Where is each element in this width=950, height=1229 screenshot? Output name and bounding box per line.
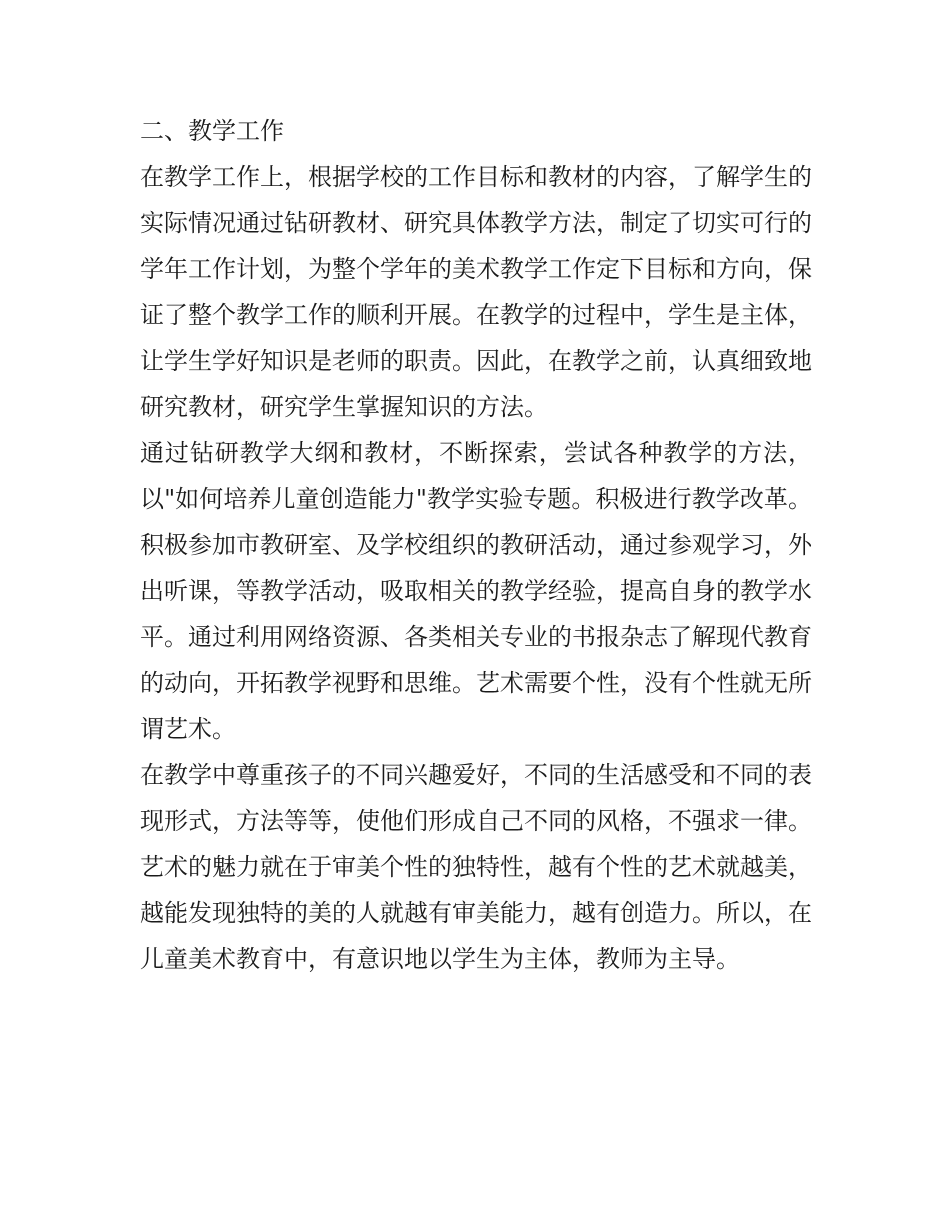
paragraph-teaching-research: 通过钻研教学大纲和教材，不断探索，尝试各种教学的方法，以"如何培养儿童创造能力"教学实验专题。积极进行教学改革。积极参加市教研室、及学校组织的教研活动，通过参观学习，外出听课，等教学活动，吸取相关的教学经验，提高自身的教学水平。通过利用网络资源、各类相关专业的书报杂志了解现代教育的动向，开拓教学视野和思维。艺术需要个性，没有个性就无所谓艺术。 — [140, 439, 812, 743]
document-body — [140, 108, 812, 982]
section-heading: 二、教学工作 — [140, 117, 284, 145]
paragraph-individuality: 在教学中尊重孩子的不同兴趣爱好，不同的生活感受和不同的表现形式，方法等等，使他们形成自己不同的风格，不强求一律。艺术的魅力就在于审美个性的独特性，越有个性的艺术就越美，越能发现独特的美的人就越有审美能力，越有创造力。所以，在儿童美术教育中，有意识地以学生为主体，教师为主导。 — [140, 761, 812, 973]
paragraph-teaching-plan: 在教学工作上，根据学校的工作目标和教材的内容，了解学生的实际情况通过钻研教材、研究具体教学方法，制定了切实可行的学年工作计划，为整个学年的美术教学工作定下目标和方向，保证了整个教学工作的顺利开展。在教学的过程中，学生是主体，让学生学好知识是老师的职责。因此，在教学之前，认真细致地研究教材，研究学生掌握知识的方法。 — [140, 163, 812, 421]
